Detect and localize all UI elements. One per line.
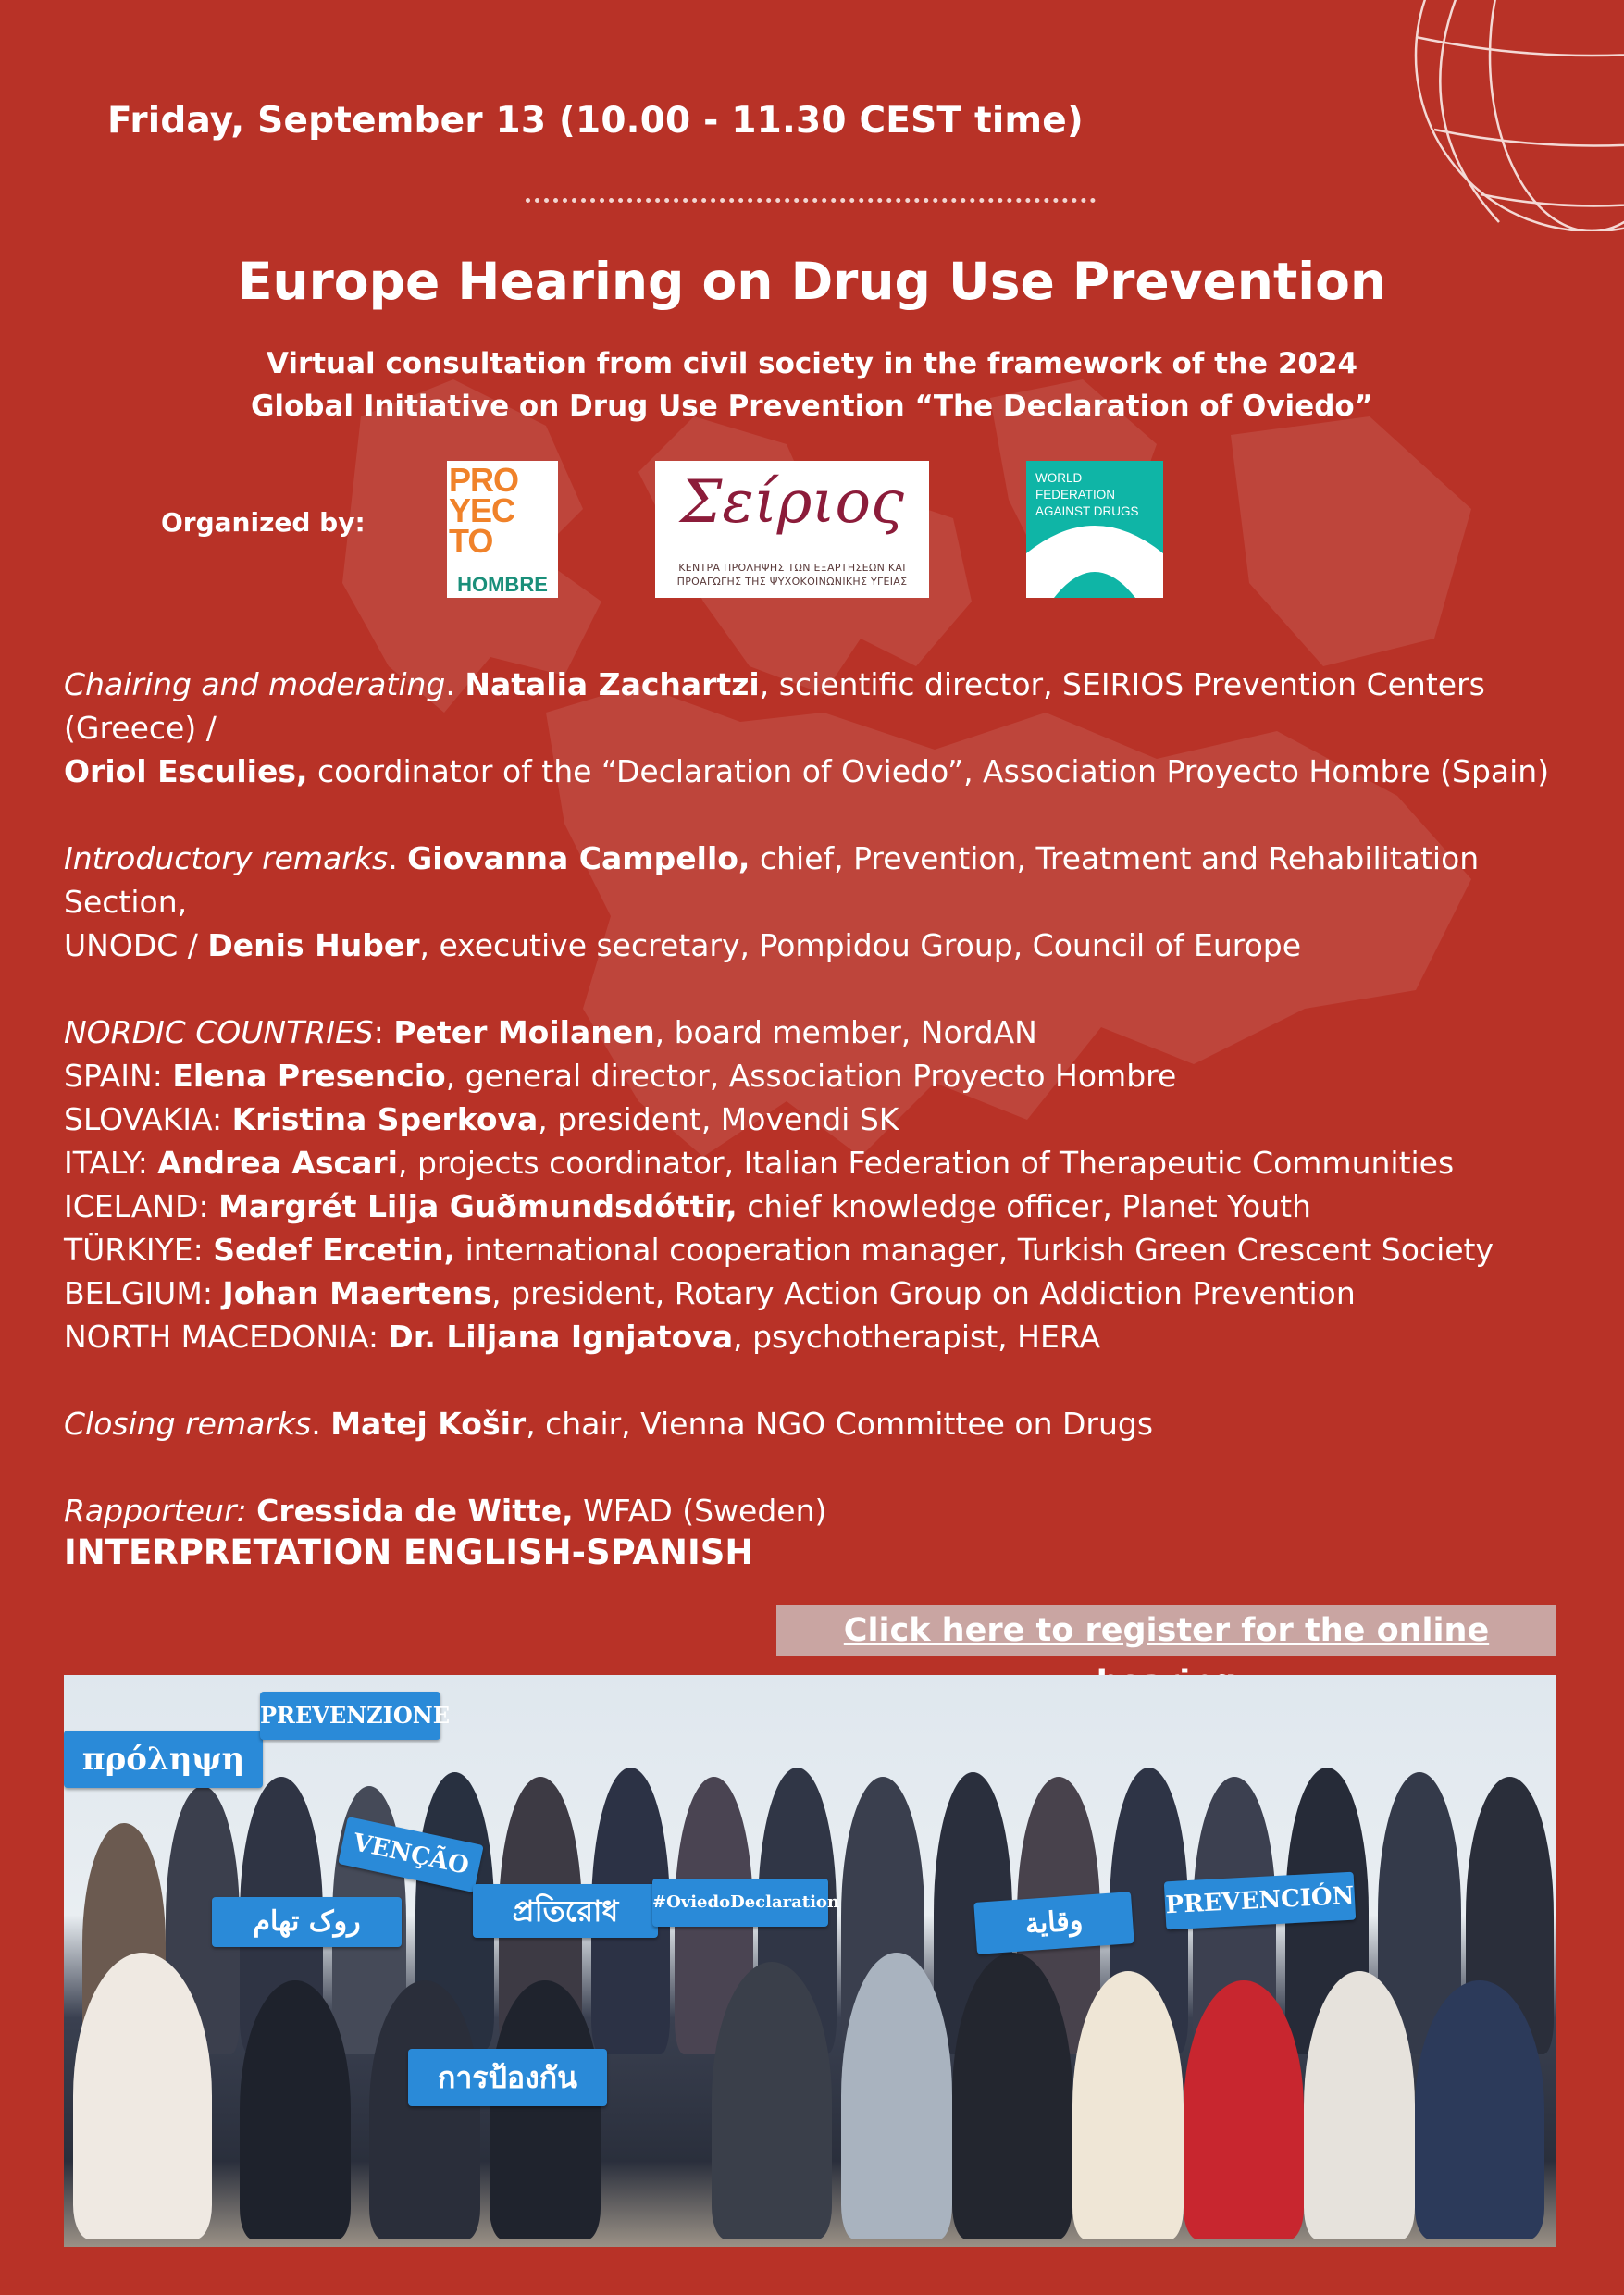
speaker-country: NORTH MACEDONIA	[64, 1319, 368, 1355]
closing-line: Closing remarks. Matej Košir, chair, Vienna NGO Committee on Drugs	[64, 1406, 1154, 1442]
event-date: Friday, September 13 (10.00 - 11.30 CEST time)	[107, 100, 1084, 142]
rapporteur-role: WFAD (Sweden)	[573, 1493, 827, 1529]
speaker-role: , projects coordinator, Italian Federation of Therapeutic Communities	[397, 1145, 1455, 1181]
speaker-country: NORDIC COUNTRIES	[64, 1014, 374, 1050]
rapporteur-line	[64, 1489, 1591, 1532]
intro-name-2: Denis Huber	[207, 927, 420, 963]
intro-role-1: chief, Prevention, Treatment and Rehabilitation Section,	[64, 840, 1480, 920]
speaker-name: Kristina Sperkova	[231, 1101, 539, 1137]
chairing-line-2	[64, 750, 1591, 793]
page-title: Europe Hearing on Drug Use Prevention	[237, 252, 1387, 311]
speaker-name: Margrét Lilja Guðmundsdóttir,	[218, 1188, 738, 1224]
wfad-logo-line-1: WORLD FEDERATION	[1035, 471, 1116, 502]
chair-name-2: Oriol Esculies,	[64, 753, 308, 789]
speaker-name: Peter Moilanen	[393, 1014, 655, 1050]
intro-label: Introductory remarks	[64, 840, 389, 876]
photo-sign: PREVENCIÓN	[1164, 1872, 1356, 1930]
speaker-row: TÜRKIYE: Sedef Ercetin, international cooperation manager, Turkish Green Crescent Society	[64, 1232, 1494, 1268]
speaker-country: SLOVAKIA	[64, 1101, 212, 1137]
speaker-row: SPAIN: Elena Presencio, general director, Association Proyecto Hombre	[64, 1058, 1177, 1094]
group-photo	[64, 1675, 1556, 2247]
photo-sign: PREVENZIONE	[260, 1692, 440, 1740]
speaker-country: ITALY	[64, 1145, 138, 1181]
intro-role-2: , executive secretary, Pompidou Group, Council of Europe	[419, 927, 1302, 963]
speaker-row: ITALY: Andrea Ascari, projects coordinator, Italian Federation of Therapeutic Communities	[64, 1145, 1455, 1181]
speaker-role: international cooperation manager, Turkish Green Crescent Society	[455, 1232, 1494, 1268]
seirios-logo-word: Σείριος	[680, 468, 904, 537]
closing-name: Matej Košir	[330, 1406, 527, 1442]
intro-line-2	[64, 924, 1591, 967]
programme	[64, 663, 1591, 1532]
subtitle	[0, 342, 1624, 428]
subtitle-line-1: Virtual consultation from civil society in the framework of the 2024	[266, 347, 1358, 380]
photo-sign: VENÇÃO	[338, 1817, 484, 1892]
intro-line-1: Introductory remarks. Giovanna Campello, chief, Prevention, Treatment and Rehabilitation Section,	[64, 840, 1480, 920]
proyecto-hombre-logo	[447, 461, 558, 598]
speaker-name: Dr. Liljana Ignjatova	[388, 1319, 734, 1355]
intro-name-1: Giovanna Campello,	[407, 840, 750, 876]
speaker-country: SPAIN	[64, 1058, 153, 1094]
ph-logo-band: HOMBRE	[447, 572, 558, 598]
subtitle-line-2: Global Initiative on Drug Use Prevention “The Declaration of Oviedo”	[250, 390, 1374, 423]
interpretation-heading: INTERPRETATION ENGLISH-SPANISH	[64, 1532, 754, 1572]
photo-sign: #OviedoDeclaration	[652, 1879, 828, 1927]
speaker-country: ICELAND	[64, 1188, 199, 1224]
closing-role: , chair, Vienna NGO Committee on Drugs	[526, 1406, 1154, 1442]
closing-label: Closing remarks	[64, 1406, 312, 1442]
speaker-row: NORDIC COUNTRIES: Peter Moilanen, board member, NordAN	[64, 1014, 1037, 1050]
speaker-row: ICELAND: Margrét Lilja Guðmundsdóttir, chief knowledge officer, Planet Youth	[64, 1188, 1311, 1224]
chairing-line-1: Chairing and moderating. Natalia Zachartzi, scientific director, SEIRIOS Prevention Centers (Greece) /	[64, 666, 1485, 746]
speaker-role: , president, Rotary Action Group on Addiction Prevention	[491, 1275, 1356, 1311]
chair-role-1: , scientific director, SEIRIOS Prevention Centers (Greece) /	[64, 666, 1485, 746]
wfad-logo-line-2: AGAINST DRUGS	[1035, 504, 1139, 518]
speaker-name: Elena Presencio	[172, 1058, 446, 1094]
speaker-name: Andrea Ascari	[157, 1145, 398, 1181]
speaker-role: , psychotherapist, HERA	[733, 1319, 1100, 1355]
rapporteur-name: Cressida de Witte,	[256, 1493, 574, 1529]
dotted-divider	[526, 198, 1096, 203]
speaker-row: SLOVAKIA: Kristina Sperkova, president, Movendi SK	[64, 1101, 899, 1137]
speaker-row: NORTH MACEDONIA: Dr. Liljana Ignjatova, psychotherapist, HERA	[64, 1319, 1100, 1355]
wfad-logo	[1026, 461, 1163, 598]
globe-decoration-icon	[1360, 0, 1624, 231]
speaker-country: BELGIUM	[64, 1275, 203, 1311]
chair-name-1: Natalia Zachartzi	[465, 666, 760, 702]
rapporteur-label: Rapporteur:	[64, 1493, 247, 1529]
photo-sign: การป้องกัน	[408, 2049, 607, 2106]
ph-logo-line-2: YEC	[449, 491, 515, 529]
seirios-logo	[655, 461, 929, 598]
organized-by-label: Organized by:	[161, 507, 366, 538]
speaker-country: TÜRKIYE	[64, 1232, 193, 1268]
speaker-name: Sedef Ercetin,	[213, 1232, 456, 1268]
speaker-row: BELGIUM: Johan Maertens, president, Rotary Action Group on Addiction Prevention	[64, 1275, 1356, 1311]
speaker-name: Johan Maertens	[222, 1275, 492, 1311]
speaker-role: chief knowledge officer, Planet Youth	[737, 1188, 1311, 1224]
photo-sign: وقاية	[973, 1892, 1134, 1954]
photo-sign: πρόληψη	[64, 1731, 263, 1788]
speaker-role: , general director, Association Proyecto Hombre	[445, 1058, 1177, 1094]
ph-logo-line-3: TO	[449, 522, 493, 560]
photo-sign: প্রতিরোধ	[473, 1884, 658, 1938]
intro-role-1b: UNODC /	[64, 927, 208, 963]
chair-role-2: coordinator of the “Declaration of Oviedo”, Association Proyecto Hombre (Spain)	[307, 753, 1550, 789]
photo-sign: روک تهام	[212, 1897, 402, 1947]
speaker-role: , president, Movendi SK	[538, 1101, 899, 1137]
ph-logo-line-1: PRO	[449, 461, 519, 499]
chairing-label: Chairing and moderating	[64, 666, 446, 702]
speaker-role: , board member, NordAN	[654, 1014, 1037, 1050]
wfad-arch-icon	[1026, 461, 1163, 598]
seirios-logo-caption: ΚΕΝΤΡΑ ΠΡΟΛΗΨΗΣ ΤΩΝ ΕΞΑΡΤΗΣΕΩΝ ΚΑΙ ΠΡΟΑΓΩΓΗΣ ΤΗΣ ΨΥΧΟΚΟΙΝΩΝΙΚΗΣ ΥΓΕΙΑΣ	[676, 562, 908, 588]
register-link[interactable]: Click here to register for the online	[776, 1605, 1556, 1656]
